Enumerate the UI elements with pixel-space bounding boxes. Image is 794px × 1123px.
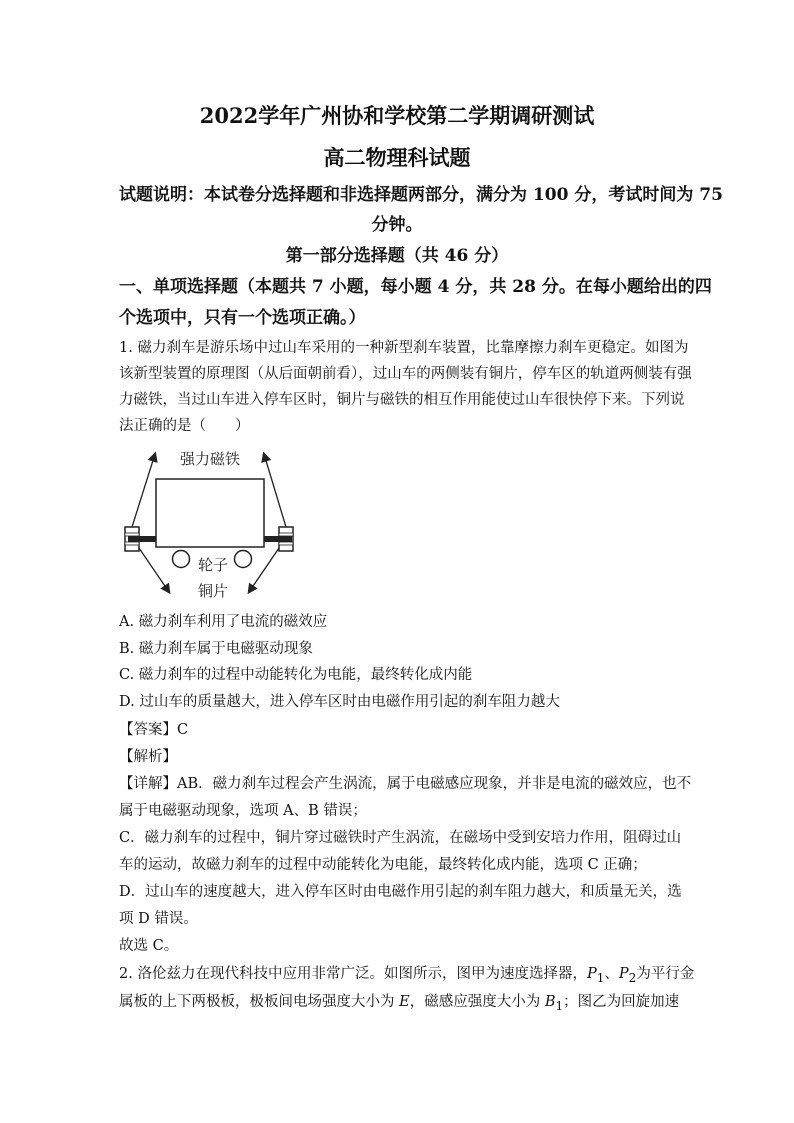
q1-explanation-line: 属于电磁驱动现象，选项 A、B 错误； (119, 803, 367, 819)
label-copper: 铜片 (198, 582, 229, 600)
part1-heading: 第一部分选择题（共 46 分） (285, 246, 509, 266)
exam-title: 2022学年广州协和学校第二学期调研测试 (199, 103, 595, 128)
instructions-line-1: 试题说明：本试卷分选择题和非选择题两部分，满分为 100 分，考试时间为 75 (119, 185, 723, 205)
wheel-left (173, 551, 190, 568)
section-heading-line-1: 一、单项选择题（本题共 7 小题，每小题 4 分，共 28 分。在每小题给出的四 (119, 277, 712, 297)
subscript: 1 (596, 970, 605, 985)
car-body (156, 479, 264, 547)
label-wheel: 轮子 (198, 556, 229, 574)
q1-explanation-line: C．磁力刹车的过程中，铜片穿过磁铁时产生涡流，在磁场中受到安培力作用，阻碍过山 (119, 830, 682, 846)
q1-explanation-line: 车的运动，故磁力刹车的过程中动能转化为电能，最终转化成内能，选项 C 正确； (119, 857, 647, 873)
label-magnet: 强力磁铁 (180, 450, 241, 468)
q1-explanation-line: 项 D 错误。 (119, 911, 198, 927)
subscript: 1 (555, 998, 564, 1013)
q1-option-a: A. 磁力刹车利用了电流的磁效应 (119, 614, 328, 630)
q1-analysis-label: 【解析】 (119, 749, 177, 765)
q1-stem-line: 法正确的是（ ） (119, 418, 250, 434)
q1-answer: 【答案】C (119, 722, 189, 738)
var-b: B (544, 994, 556, 1010)
separator: 、 (604, 966, 619, 982)
magnetic-brake-diagram (119, 444, 299, 604)
q1-stem-line: 1. 磁力刹车是游乐场中过山车采用的一种新型刹车装置，比靠摩擦力刹车更稳定。如图为 (119, 340, 689, 356)
q1-explanation-line: 故选 C。 (119, 938, 179, 954)
q1-option-c: C. 磁力刹车的过程中动能转化为电能，最终转化成内能 (119, 667, 473, 683)
subscript: 2 (628, 970, 637, 985)
q2-text: ；图乙为回旋加速 (563, 994, 680, 1010)
q2-text: 为平行金 (636, 966, 695, 982)
q1-option-b: B. 磁力刹车属于电磁驱动现象 (119, 641, 313, 657)
q2-stem-line-2 (119, 990, 679, 1013)
q1-explanation-line: D．过山车的速度越大，进入停车区时由电磁作用引起的刹车阻力越大，和质量无关，选 (119, 884, 682, 900)
left-magnet-assembly (125, 527, 156, 551)
right-magnet-assembly (264, 527, 293, 551)
exam-subtitle: 高二物理科试题 (323, 145, 471, 170)
var-p: P (618, 966, 629, 982)
q1-stem-line: 该新型装置的原理图（从后面朝前看），过山车的两侧装有铜片，停车区的轨道两侧装有强 (119, 366, 692, 382)
q2-stem-line-1 (119, 962, 694, 985)
q2-text: ，磁感应强度大小为 (409, 994, 545, 1010)
q2-text: 2. 洛伦兹力在现代科技中应用非常广泛。如图所示，图甲为速度选择器， (119, 966, 587, 982)
instructions-line-2: 分钟。 (371, 215, 423, 235)
var-p: P (586, 966, 597, 982)
q1-explanation-line: 【详解】AB．磁力刹车过程会产生涡流，属于电磁感应现象，并非是电流的磁效应，也不 (119, 776, 692, 792)
q2-text: 属板的上下两极板，极板间电场强度大小为 (119, 994, 400, 1010)
wheel-right (235, 551, 252, 568)
q1-option-d: D. 过山车的质量越大，进入停车区时由电磁作用引起的刹车阻力越大 (119, 694, 560, 710)
var-e: E (399, 994, 410, 1010)
q1-stem-line: 力磁铁，当过山车进入停车区时，铜片与磁铁的相互作用能使过山车很快停下来。下列说 (119, 392, 685, 408)
section-heading-line-2: 个选项中，只有一个选项正确。） (119, 308, 366, 328)
